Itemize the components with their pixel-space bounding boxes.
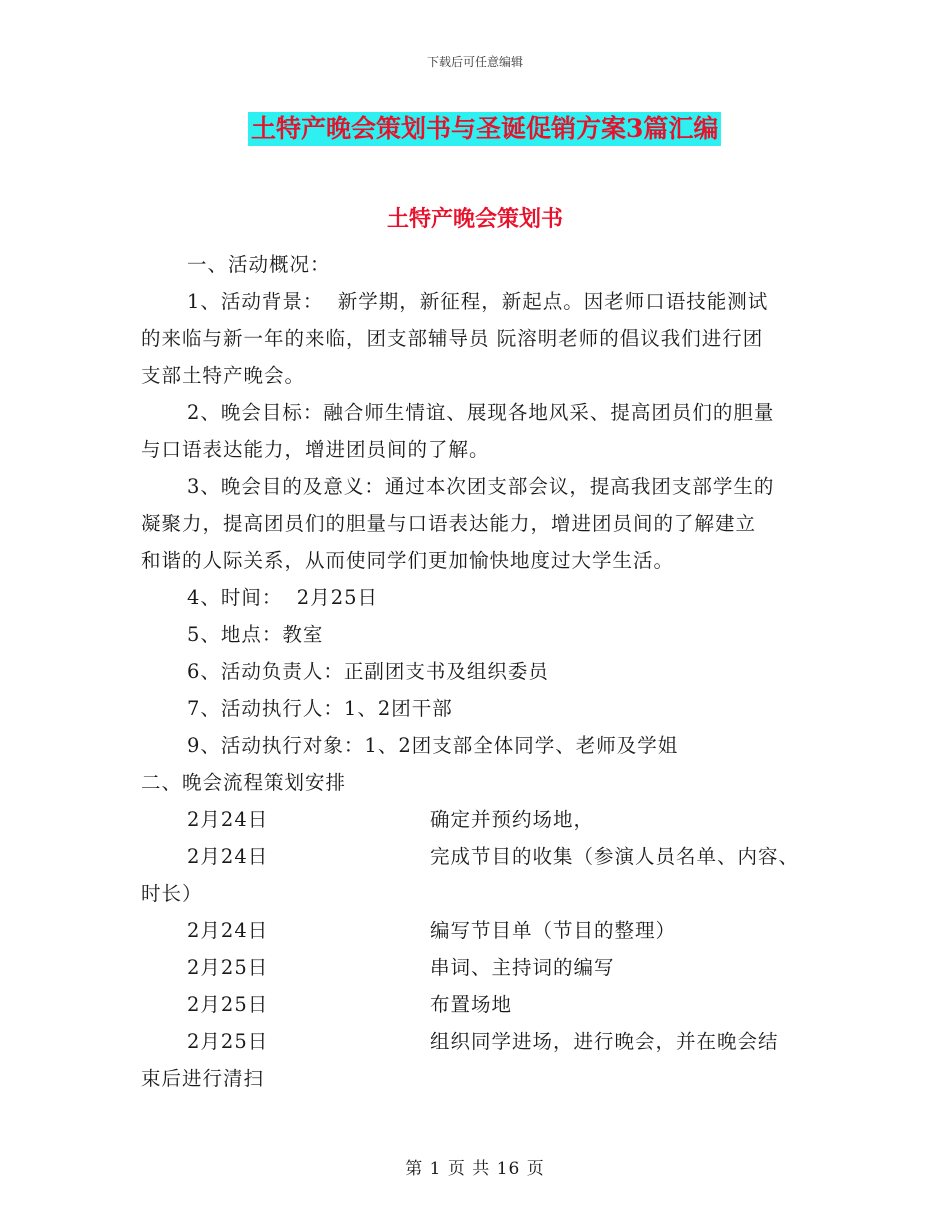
section2-heading: 二、晚会流程策划安排 — [141, 771, 347, 794]
section1-heading: 一、活动概况： — [187, 253, 331, 276]
place-line: 5、地点：教室 — [187, 623, 324, 646]
schedule-date: 2月25日 — [187, 993, 269, 1016]
background-line-3: 支部土特产晚会。 — [141, 364, 306, 387]
header-note: 下载后可任意编辑 — [426, 55, 523, 69]
schedule-task: 确定并预约场地， — [430, 808, 595, 831]
schedule-date: 2月25日 — [187, 956, 269, 979]
schedule-row — [141, 1023, 821, 1060]
schedule-date: 2月24日 — [187, 919, 269, 942]
schedule-row — [141, 801, 821, 838]
leader-line: 6、活动负责人：正副团支书及组织委员 — [187, 660, 549, 683]
purpose-line-2: 凝聚力，提高团员们的胆量与口语表达能力，增进团员间的了解建立 — [141, 512, 757, 535]
executor-line: 7、活动执行人：1、2团干部 — [187, 697, 453, 720]
time-line: 4、时间： 2月25日 — [187, 586, 379, 609]
schedule-task: 编写节目单（节目的整理） — [430, 919, 677, 942]
section-title: 土特产晚会策划书 — [386, 206, 563, 232]
page-footer: 第 1 页 共 16 页 — [405, 1159, 545, 1179]
schedule-date: 2月24日 — [187, 845, 269, 868]
document-title: 土特产晚会策划书与圣诞促销方案3篇汇编 — [248, 112, 721, 146]
purpose-line-3: 和谐的人际关系，从而使同学们更加愉快地度过大学生活。 — [141, 549, 675, 572]
schedule-task: 布置场地 — [430, 993, 513, 1016]
schedule-row — [141, 838, 821, 875]
schedule-task-continuation: 时长） — [141, 882, 203, 905]
schedule-row — [141, 949, 821, 986]
schedule-task: 完成节目的收集（参演人员名单、内容、 — [430, 845, 800, 868]
schedule-row — [141, 986, 821, 1023]
background-line-2: 的来临与新一年的来临，团支部辅导员 阮溶明老师的倡议我们进行团 — [141, 327, 764, 350]
goal-line-1: 2、晚会目标：融合师生情谊、展现各地风采、提高团员们的胆量 — [187, 401, 775, 424]
schedule-task-continuation: 束后进行清扫 — [141, 1067, 265, 1090]
background-line-1: 1、活动背景： 新学期，新征程，新起点。因老师口语技能测试 — [187, 290, 769, 313]
schedule-date: 2月25日 — [187, 1030, 269, 1053]
goal-line-2: 与口语表达能力，增进团员间的了解。 — [141, 438, 490, 461]
schedule-row — [141, 912, 821, 949]
schedule-date: 2月24日 — [187, 808, 269, 831]
purpose-line-1: 3、晚会目的及意义：通过本次团支部会议，提高我团支部学生的 — [187, 475, 775, 498]
schedule-task: 串词、主持词的编写 — [430, 956, 615, 979]
target-line: 9、活动执行对象：1、2团支部全体同学、老师及学姐 — [187, 734, 679, 757]
document-body — [141, 246, 821, 1097]
schedule-task: 组织同学进场，进行晚会，并在晚会结 — [430, 1030, 779, 1053]
